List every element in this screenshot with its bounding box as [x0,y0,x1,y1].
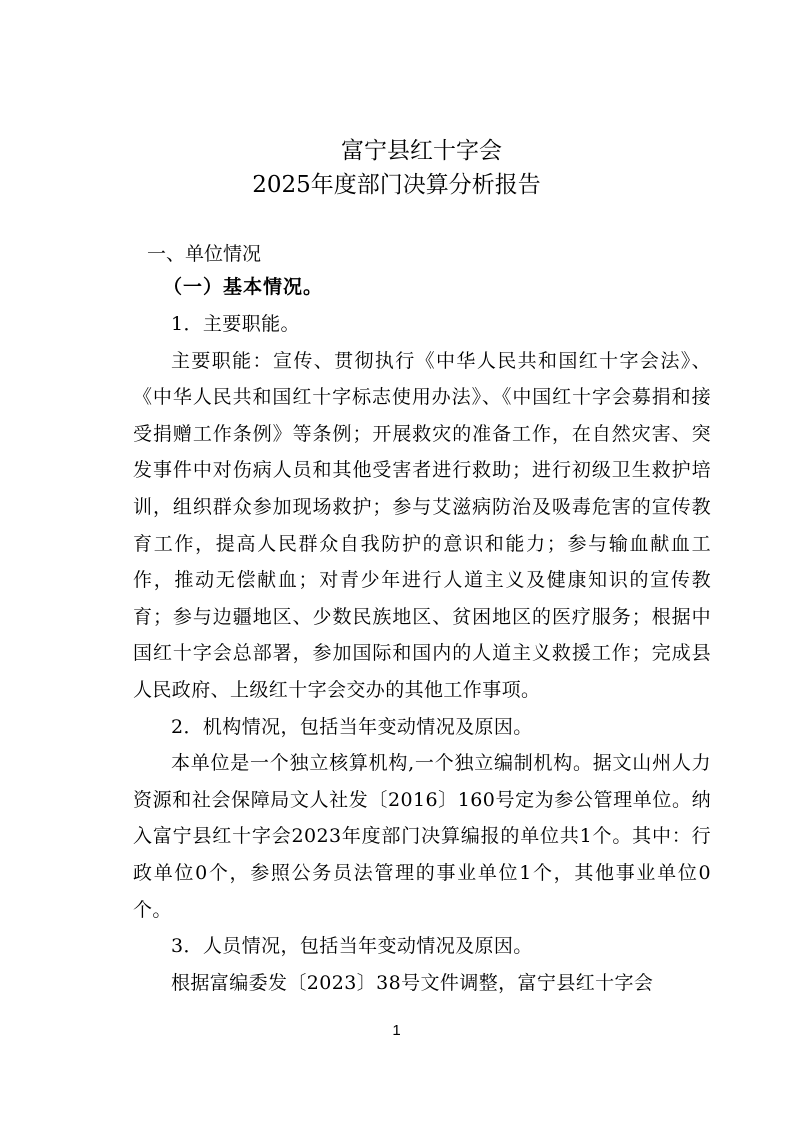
page-number: 1 [392,1022,401,1039]
paragraph-main-functions: 主要职能：宣传、贯彻执行《中华人民共和国红十字会法》、《中华人民共和国红十字标志使用办法》、《中国红十字会募捐和接受捐赠工作条例》等条例；开展救灾的准备工作，在自然灾害、突发事件中对伤病人员和其他受害者进行救助；进行初级卫生救护培训，组织群众参加现场救护；参与艾滋病防治及吸毒危害的宣传教育工作，提高人民群众自我防护的意识和能力；参与输血献血工作，推动无偿献血；对青少年进行人道主义及健康知识的宣传教育；参与边疆地区、少数民族地区、贫困地区的医疗服务；根据中国红十字会总部署，参加国际和国内的人道主义救援工作；完成县人民政府、上级红十字会交办的其他工作事项。 [133,349,711,701]
document-body [133,306,711,1001]
paragraph-organization: 本单位是一个独立核算机构,一个独立编制机构。据文山州人力资源和社会保障局文人社发〔2016〕160号定为参公管理单位。纳入富宁县红十字会2023年度部门决算编报的单位共1个。其中：行政单位0个，参照公务员法管理的事业单位1个，其他事业单位0个。 [133,752,711,921]
document-title-line2: 2025年度部门决算分析报告 [252,172,541,198]
section-heading-unit-info: 一、单位情况 [147,243,262,265]
paragraph-staff-heading: 3．人员情况，包括当年变动情况及原因。 [171,935,533,958]
document-title-line1: 富宁县红十字会 [341,138,502,164]
paragraph-staff: 根据富编委发〔2023〕38号文件调整，富宁县红十字会 [171,971,654,994]
paragraph-organization-heading: 2．机构情况，包括当年变动情况及原因。 [171,715,533,738]
paragraph-main-functions-heading: 1．主要职能。 [171,313,300,335]
subsection-heading-basic-info: （一）基本情况。 [163,276,324,298]
